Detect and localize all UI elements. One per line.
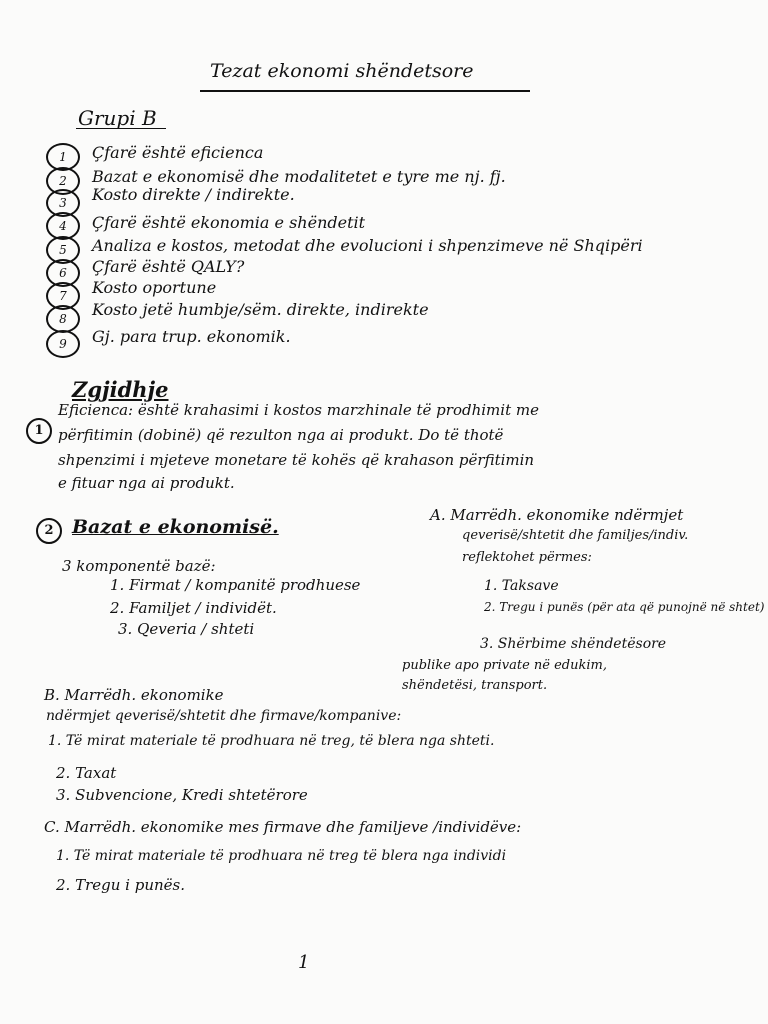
section-c-title: C. Marrëdh. ekonomike mes firmave dhe familjeve /individëve: (44, 818, 522, 836)
q1-text-line: e fituar nga ai produkt. (58, 474, 235, 492)
answers-heading: Zgjidhje (72, 377, 169, 402)
page-number: 1 (298, 952, 310, 973)
topic-number: 8 (46, 305, 80, 333)
q1-text-line: Eficienca: është krahasimi i kostos marzhinale të prodhimit me (58, 401, 539, 419)
section-b-line: ndërmjet qeverisë/shtetit dhe firmave/kompanive: (46, 708, 402, 724)
group-label: Grupi B (78, 106, 157, 130)
section-a-line: shëndetësi, transport. (402, 678, 548, 693)
section-a-line: publike apo private në edukim, (402, 658, 607, 673)
topic-number: 2 (46, 167, 80, 195)
topic-number: 3 (46, 189, 80, 217)
section-b-item: 3. Subvencione, Kredi shtetërore (56, 786, 308, 804)
question-number: 2 (36, 518, 62, 544)
topic-number: 4 (46, 212, 80, 240)
section-a-item: 1. Taksave (484, 578, 559, 594)
component-item: 1. Firmat / kompanitë prodhuese (110, 576, 361, 594)
q1-text-line: shpenzimi i mjeteve monetare të kohës që krahason përfitimin (58, 451, 535, 469)
section-b-item: 2. Taxat (56, 764, 117, 782)
topic-item: Çfarë është eficienca (92, 143, 264, 162)
topic-item: Çfarë është QALY? (92, 257, 245, 276)
section-b-item: 1. Të mirat materiale të prodhuara në treg, të blera nga shteti. (48, 733, 495, 749)
topic-number: 5 (46, 236, 80, 264)
section-a-line: qeverisë/shtetit dhe familjes/indiv. (462, 528, 689, 543)
topic-item: Bazat e ekonomisë dhe modalitetet e tyre me nj. fj. (92, 167, 506, 186)
title-underline (200, 90, 530, 92)
component-item: 3. Qeveria / shteti (118, 620, 255, 638)
component-item: 2. Familjet / individët. (110, 599, 277, 617)
section-a-line: reflektohet përmes: (462, 550, 592, 565)
q2-heading: Bazat e ekonomisë. (72, 516, 279, 538)
topic-item: Kosto oportune (92, 278, 217, 297)
section-a-item: 2. Tregu i punës (për ata që punojnë në shtet) (484, 600, 765, 614)
topic-number: 6 (46, 259, 80, 287)
topic-item: Çfarë është ekonomia e shëndetit (92, 213, 366, 232)
question-number: 1 (26, 418, 52, 444)
topic-number: 9 (46, 330, 80, 358)
topic-item: Kosto direkte / indirekte. (92, 185, 295, 204)
topic-item: Kosto jetë humbje/sëm. direkte, indirekte (92, 300, 429, 319)
section-c-item: 2. Tregu i punës. (56, 876, 185, 894)
section-a-item: 3. Shërbime shëndetësore (480, 636, 667, 652)
section-b-title: B. Marrëdh. ekonomike (44, 686, 224, 704)
topic-number: 1 (46, 143, 80, 171)
section-a-title: A. Marrëdh. ekonomike ndërmjet (430, 506, 684, 524)
page-title: Tezat ekonomi shëndetsore (210, 60, 474, 82)
group-underline (76, 128, 166, 129)
q1-text-line: përfitimin (dobinë) që rezulton nga ai produkt. Do të thotë (58, 426, 504, 444)
section-c-item: 1. Të mirat materiale të prodhuara në treg të blera nga individi (56, 848, 507, 864)
topic-item: Gj. para trup. ekonomik. (92, 327, 291, 346)
topic-number: 7 (46, 282, 80, 310)
topic-item: Analiza e kostos, metodat dhe evolucioni i shpenzimeve në Shqipëri (92, 236, 643, 255)
components-intro: 3 komponentë bazë: (62, 557, 216, 575)
